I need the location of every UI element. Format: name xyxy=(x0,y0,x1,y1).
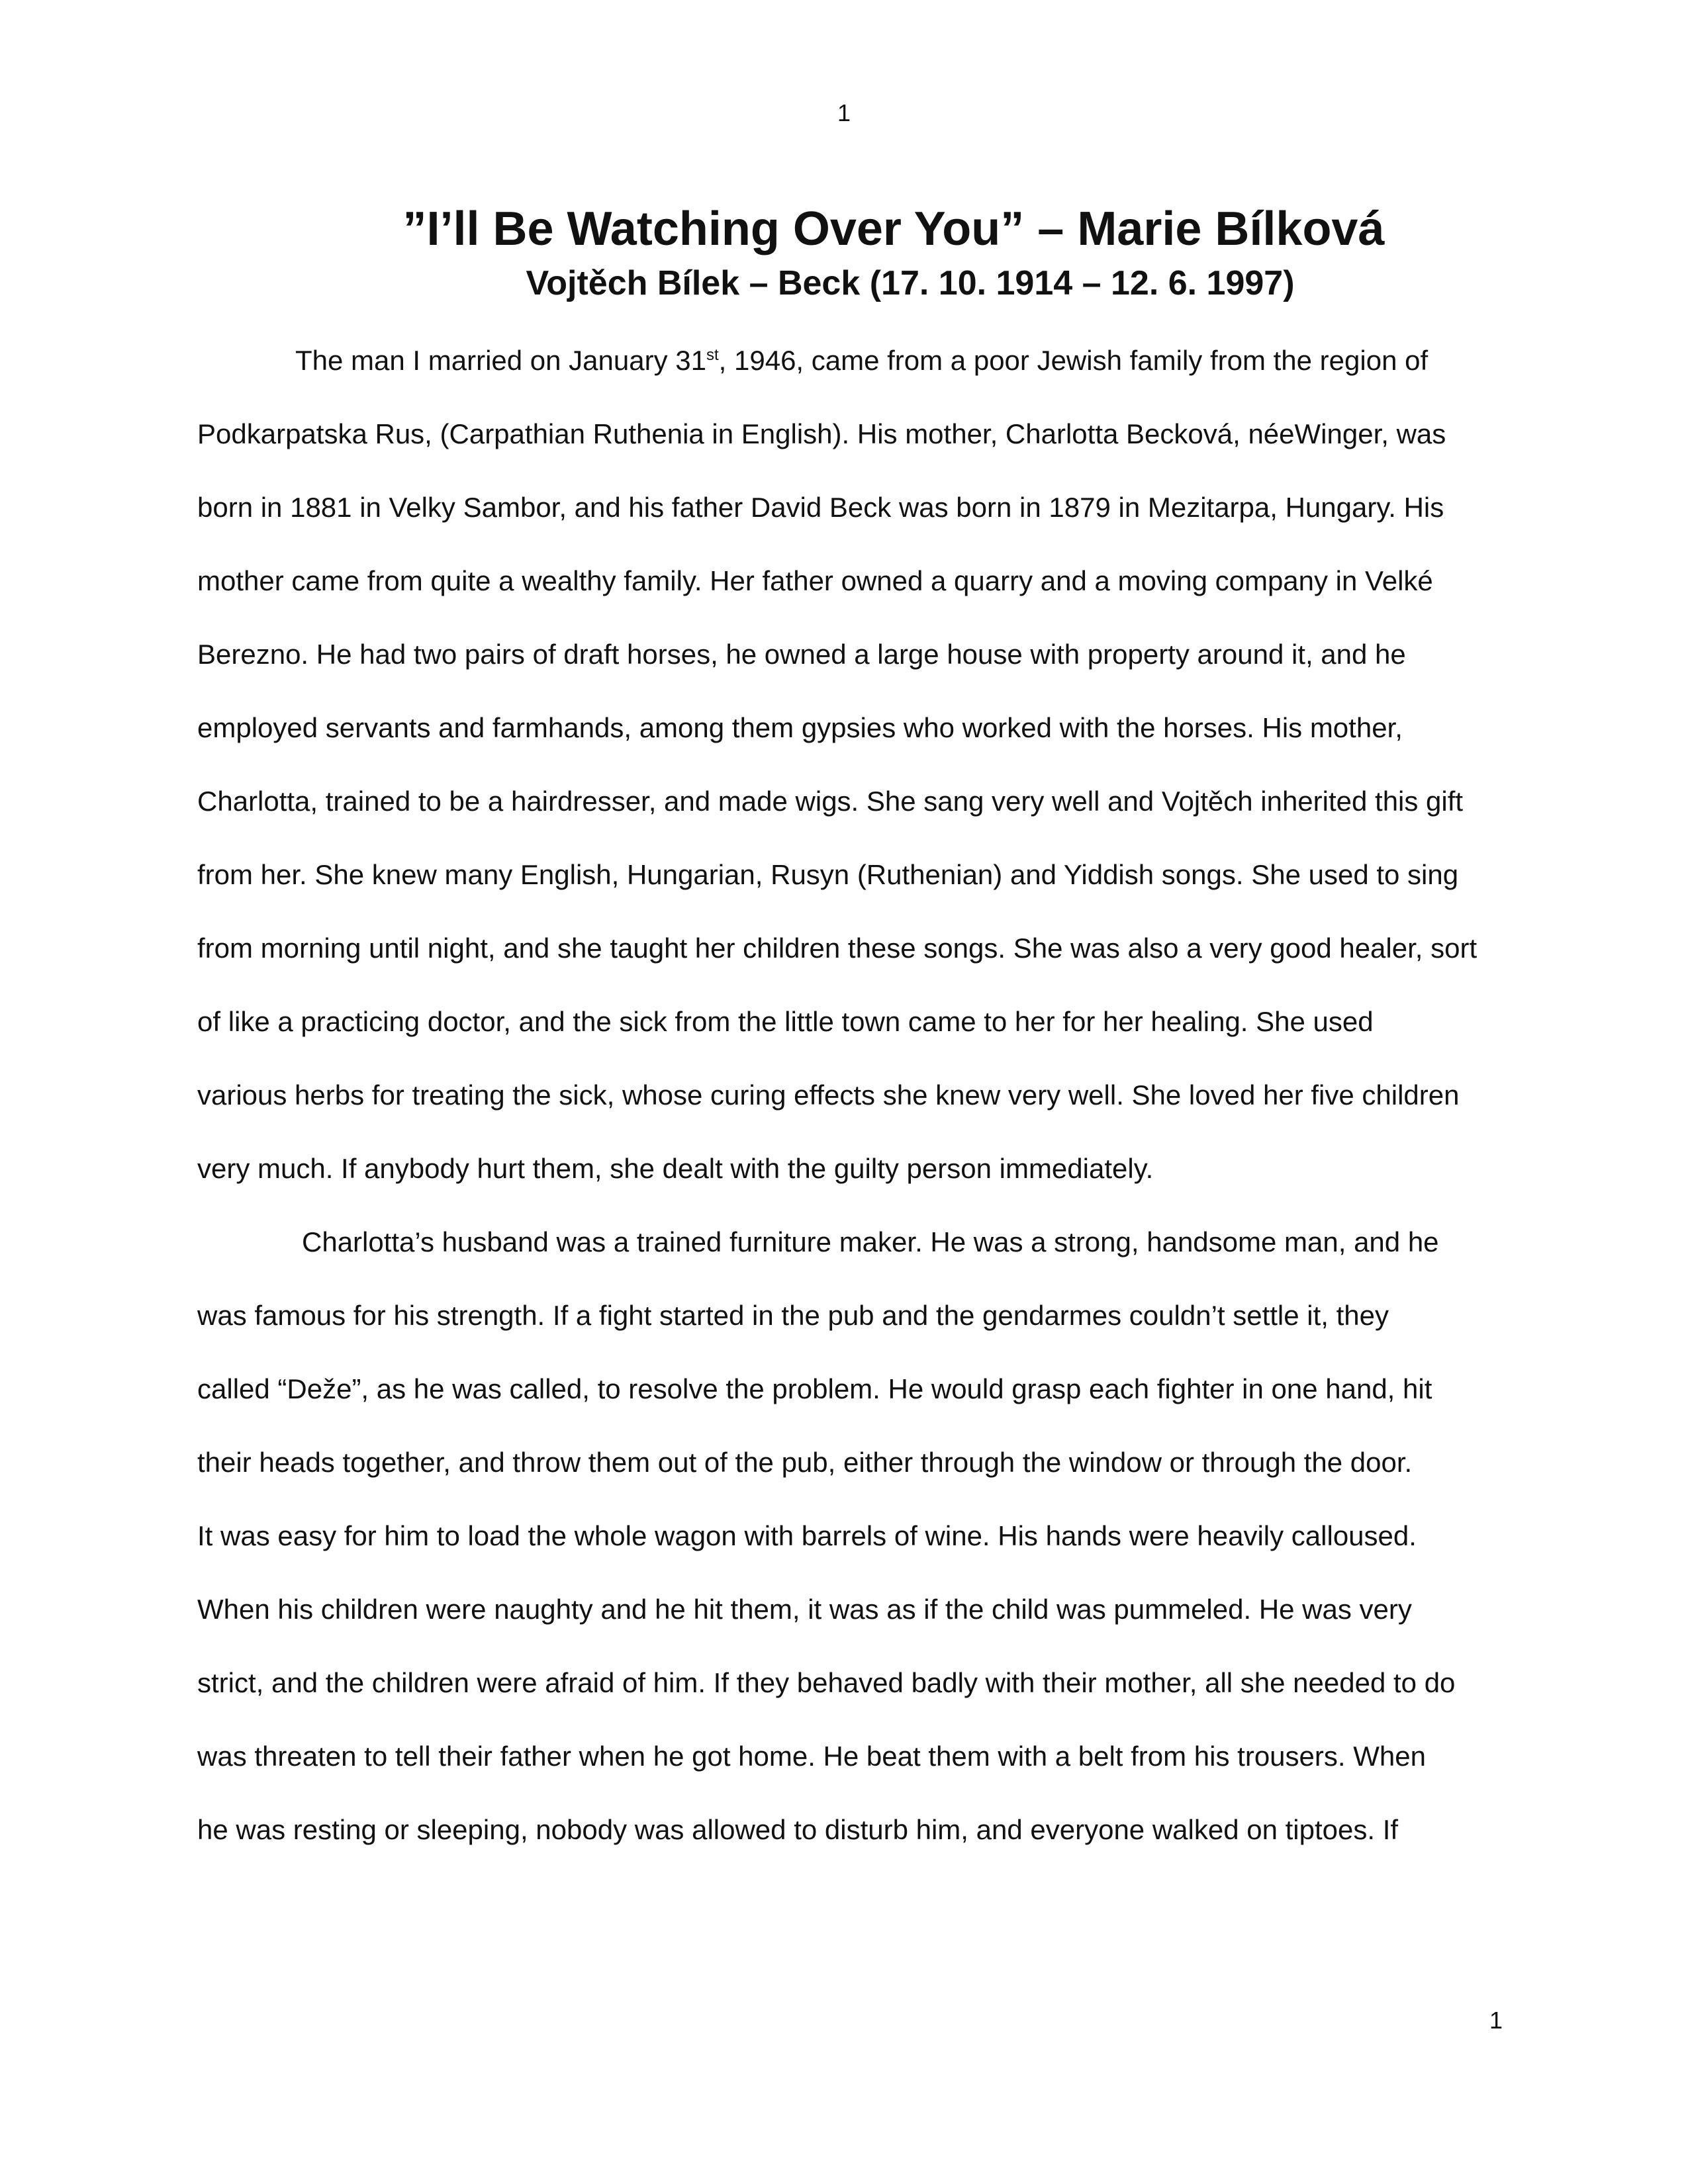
title-block xyxy=(0,199,1688,307)
paragraph-1-line: Berezno. He had two pairs of draft horses, he owned a large house with property around it, and he xyxy=(197,639,1406,670)
page-number-bottom: 1 xyxy=(1489,2007,1503,2034)
page-subtitle: Vojtěch Bílek – Beck (17. 10. 1914 – 12. 6. 1997) xyxy=(526,264,1295,302)
body-text xyxy=(197,334,1495,1877)
paragraph-2-line: he was resting or sleeping, nobody was allowed to disturb him, and everyone walked on tiptoes. If xyxy=(197,1814,1399,1845)
paragraph-1-line: various herbs for treating the sick, whose curing effects she knew very well. She loved her five children xyxy=(197,1079,1460,1111)
paragraph-2-line: Charlotta’s husband was a trained furniture maker. He was a strong, handsome man, and he xyxy=(302,1226,1439,1257)
paragraph-1-line: mother came from quite a wealthy family. Her father owned a quarry and a moving company in Velké xyxy=(197,565,1433,596)
paragraph-1-line: from morning until night, and she taught her children these songs. She was also a very good healer, sort xyxy=(197,933,1477,964)
superscript: st xyxy=(706,346,719,364)
line-text: , 1946, came from a poor Jewish family from the region of xyxy=(718,345,1429,376)
paragraph-2-line: It was easy for him to load the whole wagon with barrels of wine. His hands were heavily calloused. xyxy=(197,1520,1417,1551)
paragraph-2-line: was famous for his strength. If a fight started in the pub and the gendarmes couldn’t settle it, they xyxy=(197,1300,1389,1331)
paragraph-2-line: was threaten to tell their father when he got home. He beat them with a belt from his trousers. When xyxy=(197,1741,1426,1772)
paragraph-1-line: born in 1881 in Velky Sambor, and his father David Beck was born in 1879 in Mezitarpa, Hungary. His xyxy=(197,492,1444,523)
page-number-top: 1 xyxy=(837,99,851,126)
paragraph-1-line: Charlotta, trained to be a hairdresser, and made wigs. She sang very well and Vojtěch inherited this gift xyxy=(197,786,1464,817)
paragraph-2-line: When his children were naughty and he hit them, it was as if the child was pummeled. He was very xyxy=(197,1594,1412,1625)
page-title: ”I’ll Be Watching Over You” – Marie Bílková xyxy=(402,203,1385,255)
paragraph-1-line-1 xyxy=(197,334,1495,408)
paragraph-2-line: their heads together, and throw them out of the pub, either through the window or through the door. xyxy=(197,1447,1413,1478)
line-text: The man I married on January 31 xyxy=(295,345,706,376)
paragraph-1-line: very much. If anybody hurt them, she dealt with the guilty person immediately. xyxy=(197,1153,1154,1184)
paragraph-2-line: strict, and the children were afraid of him. If they behaved badly with their mother, all she needed to do xyxy=(197,1667,1456,1698)
paragraph-1-line: employed servants and farmhands, among them gypsies who worked with the horses. His mother, xyxy=(197,712,1403,743)
paragraph-1-line: from her. She knew many English, Hungarian, Rusyn (Ruthenian) and Yiddish songs. She used to sing xyxy=(197,859,1459,890)
paragraph-1-line: of like a practicing doctor, and the sick from the little town came to her for her healing. She used xyxy=(197,1006,1374,1037)
paragraph-2-line: called “Deže”, as he was called, to resolve the problem. He would grasp each fighter in one hand, hit xyxy=(197,1373,1432,1404)
paragraph-1-line: Podkarpatska Rus, (Carpathian Ruthenia in English). His mother, Charlotta Becková, néeWinger, was xyxy=(197,418,1446,449)
